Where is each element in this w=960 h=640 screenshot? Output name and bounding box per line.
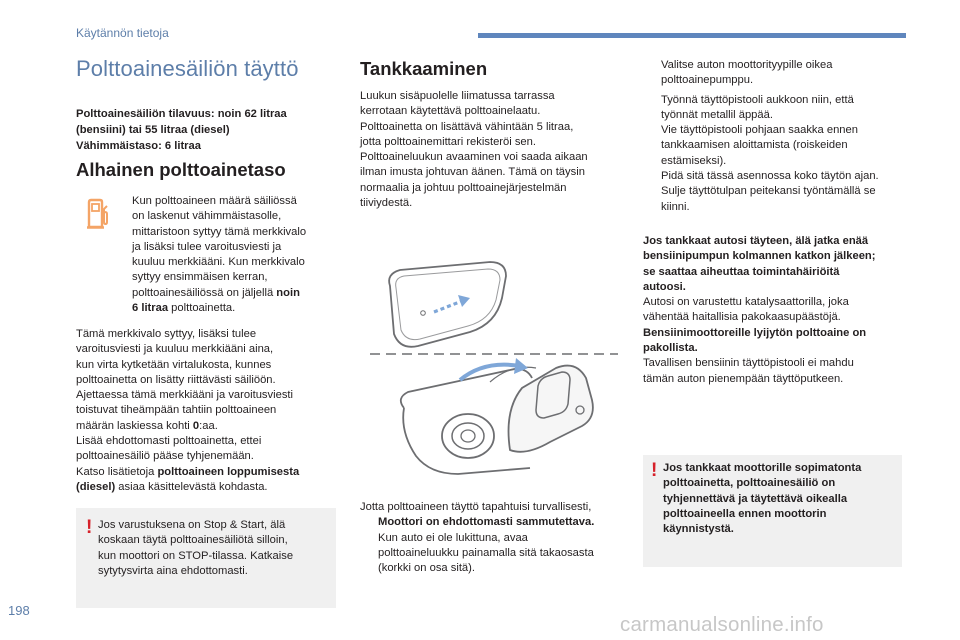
page-number: 198 xyxy=(8,603,30,618)
text-line: ja lisäksi tulee varoitusviesti ja xyxy=(132,240,282,253)
note-text xyxy=(663,461,861,537)
text-span: Pidä sitä tässä asennossa koko täytön ajan. xyxy=(661,170,879,183)
text-line: (korkki on osa sitä). xyxy=(378,562,475,575)
text-line: toistuvat tiheämpään tahtiin polttoaineen xyxy=(76,404,277,417)
list-item xyxy=(360,515,594,530)
text-line: Jos varustuksena on Stop & Start, älä xyxy=(98,519,286,531)
text-span: Valitse auton moottorityypille oikea xyxy=(661,59,833,71)
text-line: varoitusviesti ja kuuluu merkkiääni aina, xyxy=(76,343,274,356)
text-line xyxy=(76,480,299,495)
text-line: ilman imusta johtuvan äänen. Tämä on täysin xyxy=(360,166,585,179)
capacity-info xyxy=(76,106,336,154)
refuel-steps xyxy=(643,58,879,215)
text-line: vähentää haitallisia pakokaasupäästöjä. xyxy=(643,311,841,324)
bold-text: Moottori on ehdottomasti sammutettava. xyxy=(378,516,595,529)
list-item xyxy=(643,93,879,108)
text-line: polttoaineluukku painamalla sitä takaosasta xyxy=(378,546,594,559)
text-line: koskaan täytä polttoainesäiliötä silloin, xyxy=(98,534,288,547)
text-span: Kun auto ei ole lukittuna, avaa xyxy=(378,531,528,544)
bold-text: Jos tankkaat autosi täyteen, älä jatka enää xyxy=(643,235,869,247)
text-line: sytytysvirta aina ehdottomasti. xyxy=(98,564,248,577)
text-span: Vie täyttöpistooli pohjaan saakka ennen xyxy=(661,124,858,137)
text-line: polttoainetta, polttoainesäiliö on xyxy=(663,477,836,490)
text-line: Jotta polttoaineen täyttö tapahtuisi turvallisesti, xyxy=(360,501,592,513)
text-line: normaalia ja johtuu polttoainejärjestelmän xyxy=(360,181,567,194)
text-span: asiaa käsittelevästä kohdasta. xyxy=(115,480,268,493)
text-line xyxy=(132,301,306,316)
text-line: polttoainesäiliö pääse tyhjenemään. xyxy=(76,450,254,463)
text-line: työnnät metallil äppää. xyxy=(661,108,773,121)
bold-text: 6 litraa xyxy=(132,302,169,315)
text-span: määrän laskiessa kohti xyxy=(76,419,193,432)
text-line: tämän auton pienempään täyttöputkeen. xyxy=(643,372,844,385)
text-line: estämiseksi). xyxy=(661,154,727,167)
text-line: Lisää ehdottomasti polttoainetta, ettei xyxy=(76,435,262,448)
text-line: Tavallisen bensiinin täyttöpistooli ei mahdu xyxy=(643,357,854,370)
bold-text: se saattaa aiheuttaa toimintahäiriöitä xyxy=(643,265,840,278)
text-line: on laskenut vähimmäistasolle, xyxy=(132,210,282,223)
text-line: polttoainepumppu. xyxy=(661,74,754,87)
text-line: tyhjennettävä ja täytettävä oikealla xyxy=(663,492,848,505)
text-line xyxy=(132,286,306,301)
text-line: polttoaineella ennen moottorin xyxy=(663,507,827,520)
header-bar xyxy=(478,33,906,38)
wrong-fuel-note xyxy=(643,455,902,567)
bold-text: 0 xyxy=(192,419,200,432)
text-line: Kun polttoaineen määrä säiliössä xyxy=(132,195,297,207)
text-line: jotta polttoainemittari rekisteröi sen. xyxy=(360,135,536,148)
text-line: käynnistystä. xyxy=(663,523,734,536)
stop-start-note xyxy=(76,508,336,608)
page-title: Polttoainesäiliön täyttö xyxy=(76,56,299,81)
text-line: kiinni. xyxy=(661,200,690,213)
text-line: tankkaamisen aloittamista (roiskeiden xyxy=(661,139,848,152)
text-line: kerrotaan käytettävä polttoainelaatu. xyxy=(360,105,541,118)
warning-exclamation-icon: ! xyxy=(651,460,658,481)
list-item xyxy=(643,169,879,184)
fuel-pump-icon xyxy=(86,198,110,230)
text-line: tiiviydestä. xyxy=(360,197,413,210)
text-line: Autosi on varustettu katalysaattorilla, joka xyxy=(643,296,849,309)
bold-text: (diesel) xyxy=(76,480,116,493)
full-tank-warning xyxy=(643,234,876,387)
bold-text: autoosi. xyxy=(643,280,686,293)
text-line: syttyy ensimmäisen kerran, xyxy=(132,271,268,284)
watermark: carmanualsonline.info xyxy=(620,613,824,636)
bold-text: pakollista. xyxy=(643,342,698,355)
bold-text: bensiinipumpun kolmannen katkon jälkeen; xyxy=(643,250,876,263)
text-span: polttoainetta. xyxy=(168,302,236,315)
list-item xyxy=(360,531,594,546)
text-line xyxy=(76,465,299,480)
list-item xyxy=(643,184,879,199)
text-line: Ajettaessa tämä merkkiääni ja varoitusviesti xyxy=(76,389,294,402)
text-line: kun virta kytketään virtalukosta, kunnes xyxy=(76,358,272,371)
text-span: Katso lisätietoja xyxy=(76,465,158,478)
fuel-flap-illustration xyxy=(360,260,628,490)
bold-text: polttoaineen loppumisesta xyxy=(157,465,300,478)
text-span: Sulje täyttötulpan peitekansi työntämällä se xyxy=(661,185,876,198)
note-text xyxy=(98,518,293,579)
list-item xyxy=(643,123,879,138)
text-span: :aa. xyxy=(199,419,218,432)
text-line: kun moottori on STOP-tilassa. Katkaise xyxy=(98,549,294,562)
text-line: Polttoainetta on lisättävä vähintään 5 litraa, xyxy=(360,120,574,133)
text-line: Luukun sisäpuolelle liimatussa tarrassa xyxy=(360,90,555,102)
text-line: Tämä merkkivalo syttyy, lisäksi tulee xyxy=(76,328,257,340)
text-line: polttoainetta on lisätty riittävästi säiliöön. xyxy=(76,373,276,386)
text-span: Työnnä täyttöpistooli aukkoon niin, että xyxy=(661,93,854,106)
bold-text: Bensiinimoottoreille lyijytön polttoaine on xyxy=(643,326,867,339)
low-fuel-warning-text xyxy=(76,327,299,495)
capacity-line: Polttoainesäiliön tilavuus: noin 62 litraa xyxy=(76,108,287,120)
text-line: Jos tankkaat moottorille sopimatonta xyxy=(663,462,862,474)
capacity-line: (bensiini) tai 55 litraa (diesel) xyxy=(76,124,230,136)
text-line xyxy=(76,419,299,434)
section-header: Käytännön tietoja xyxy=(76,26,169,40)
low-fuel-heading: Alhainen polttoainetaso xyxy=(76,159,286,180)
text-line: Polttoaineluukun avaaminen voi saada aikaan xyxy=(360,151,588,164)
warning-exclamation-icon: ! xyxy=(86,517,93,538)
list-item xyxy=(643,58,879,73)
capacity-line: Vähimmäistaso: 6 litraa xyxy=(76,140,201,152)
refuel-description xyxy=(360,89,588,211)
bold-text: noin xyxy=(276,286,300,299)
refuel-heading: Tankkaaminen xyxy=(360,58,488,79)
text-span: polttoainesäiliössä on jäljellä xyxy=(132,286,277,299)
text-line: kuuluu merkkiääni. Kun merkkivalo xyxy=(132,256,305,269)
safety-instructions xyxy=(360,500,594,576)
low-fuel-description xyxy=(132,194,306,316)
text-line: mittaristoon syttyy tämä merkkivalo xyxy=(132,225,307,238)
